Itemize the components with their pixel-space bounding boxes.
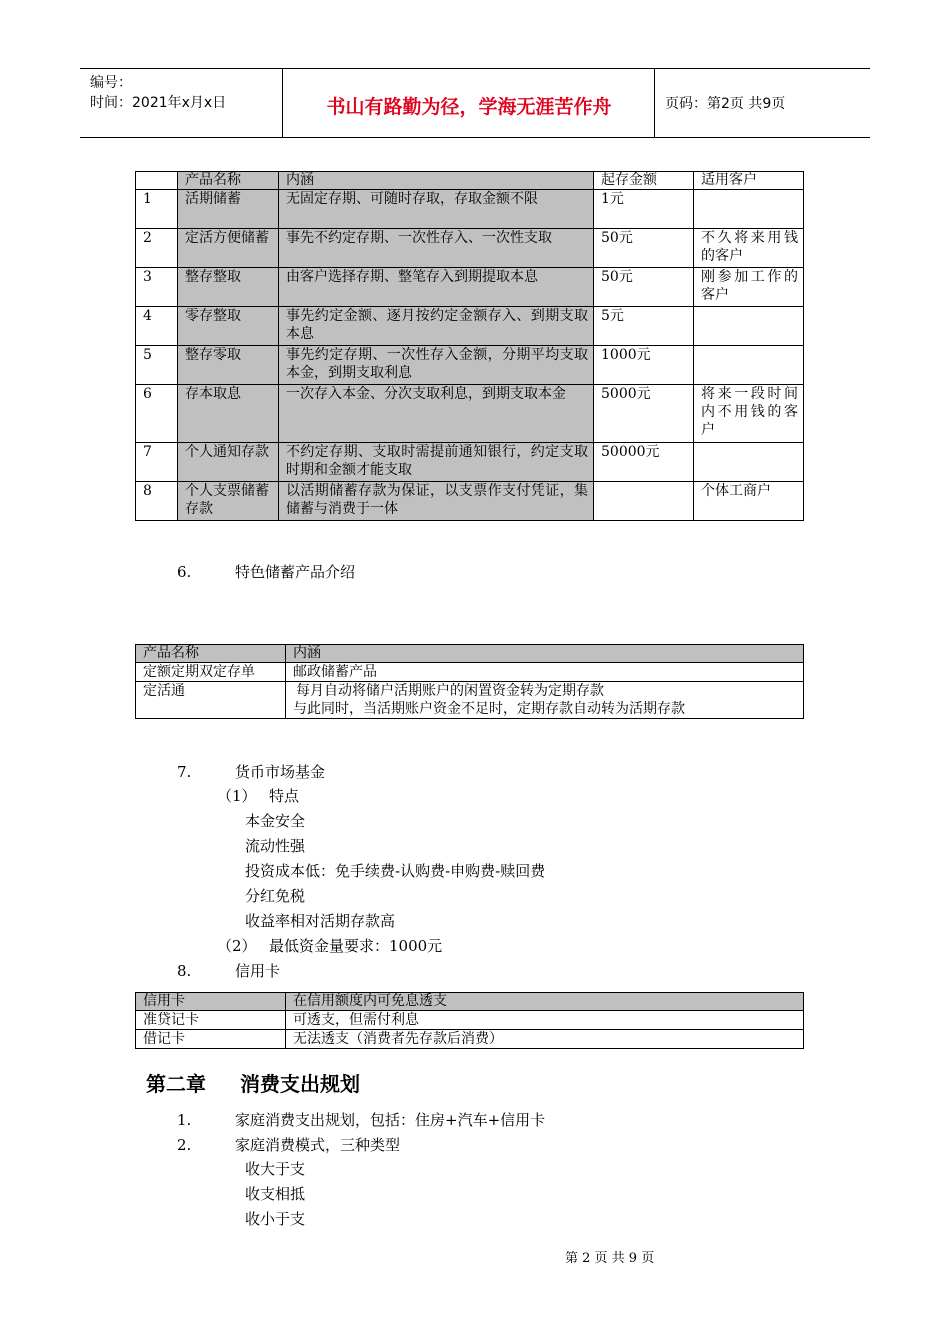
- table-cell: 50000元: [594, 443, 694, 482]
- table-row: [136, 482, 804, 521]
- list-item: [211, 910, 395, 931]
- section-8-heading: [177, 960, 280, 981]
- table-cell: 定活方便储蓄: [178, 229, 279, 268]
- table-cell: 2: [136, 229, 178, 268]
- subsection-title: 最低资金量要求：1000元: [269, 937, 443, 955]
- list-item: [211, 1158, 305, 1179]
- table-row: [136, 1030, 804, 1049]
- table-cell-line: 每月自动将储户活期账户的闲置资金转为定期存款: [296, 683, 604, 699]
- card-types-table: [135, 992, 804, 1049]
- table-row: [136, 307, 804, 346]
- chapter-heading: [146, 1068, 360, 1097]
- section-6-heading: [177, 561, 355, 582]
- table-header-row: [136, 993, 804, 1011]
- list-item-text: 投资成本低：免手续费-认购费-申购费-赎回费: [245, 862, 546, 880]
- table-header-cell: 起存金额: [594, 172, 694, 190]
- table-cell: 事先约定金额、逐月按约定金额存入、到期支取本息: [279, 307, 594, 346]
- table-cell: 50元: [594, 229, 694, 268]
- table-cell: 在信用额度内可免息透支: [286, 993, 804, 1011]
- table-header-cell: 产品名称: [136, 645, 286, 663]
- table-cell: [694, 443, 804, 482]
- table-row: [136, 385, 804, 443]
- table-cell: 整存零取: [178, 346, 279, 385]
- table-cell: 50元: [594, 268, 694, 307]
- table-cell: 将来一段时间内不用钱的客户: [694, 385, 804, 443]
- table-header-cell: 适用客户: [694, 172, 804, 190]
- table-row: [136, 663, 804, 682]
- table-cell: 由客户选择存期、整笔存入到期提取本息: [279, 268, 594, 307]
- section-title: 货币市场基金: [235, 763, 326, 781]
- table-row: [136, 346, 804, 385]
- table-cell: 事先不约定存期、一次性存入、一次性支取: [279, 229, 594, 268]
- featured-products-table: [135, 644, 804, 719]
- table-cell: [694, 346, 804, 385]
- table-header-cell: 产品名称: [178, 172, 279, 190]
- header-meta: [90, 73, 226, 113]
- table-cell: 借记卡: [136, 1030, 286, 1049]
- section-number: 8.: [177, 962, 192, 980]
- table-header-cell: 内涵: [286, 645, 804, 663]
- table-cell: 6: [136, 385, 178, 443]
- section-title: 信用卡: [235, 962, 281, 980]
- list-item-text: 收大于支: [245, 1160, 306, 1178]
- table-cell: 事先约定存期、一次性存入金额，分期平均支取本金，到期支取利息: [279, 346, 594, 385]
- table-cell: 刚参加工作的客户: [694, 268, 804, 307]
- table-cell: 5000元: [594, 385, 694, 443]
- table-cell: [694, 307, 804, 346]
- numbered-item: [177, 1109, 545, 1130]
- table-cell: 1000元: [594, 346, 694, 385]
- list-item: [211, 1208, 305, 1229]
- table-cell: 整存整取: [178, 268, 279, 307]
- list-item: [211, 885, 305, 906]
- table-cell: [286, 682, 804, 719]
- list-item: [211, 810, 305, 831]
- list-item: [211, 860, 545, 881]
- table-cell: 可透支，但需付利息: [286, 1011, 804, 1030]
- table-cell: 个人支票储蓄存款: [178, 482, 279, 521]
- item-text: 家庭消费支出规划，包括：住房+汽车+信用卡: [235, 1111, 546, 1129]
- header-motto: 书山有路勤为径，学海无涯苦作舟: [326, 96, 612, 118]
- section-7-heading: [177, 761, 325, 782]
- list-item: [211, 1183, 305, 1204]
- savings-products-table: [135, 171, 804, 521]
- table-cell: 个人通知存款: [178, 443, 279, 482]
- section-number: 6.: [177, 563, 192, 581]
- table-cell: 8: [136, 482, 178, 521]
- table-row: [136, 229, 804, 268]
- list-item-text: 收支相抵: [245, 1185, 306, 1203]
- table-cell: 4: [136, 307, 178, 346]
- subsection-title: 特点: [269, 787, 300, 805]
- subsection-number: （1）: [217, 787, 257, 805]
- item-text: 家庭消费模式，三种类型: [235, 1136, 401, 1154]
- table-cell: 邮政储蓄产品: [286, 663, 804, 682]
- table-cell: 一次存入本金、分次支取利息，到期支取本金: [279, 385, 594, 443]
- table-cell: 5: [136, 346, 178, 385]
- list-item-text: 本金安全: [245, 812, 306, 830]
- table-cell: 3: [136, 268, 178, 307]
- table-cell: [594, 482, 694, 521]
- table-row: [136, 682, 804, 719]
- table-cell: 定额定期双定存单: [136, 663, 286, 682]
- table-row: [136, 1011, 804, 1030]
- date-label: 时间：2021年x月x日: [90, 95, 227, 111]
- list-item-text: 收益率相对活期存款高: [245, 912, 396, 930]
- table-cell: 定活通: [136, 682, 286, 719]
- list-item-text: 流动性强: [245, 837, 306, 855]
- table-cell: 不约定存期、支取时需提前通知银行，约定支取时期和金额才能支取: [279, 443, 594, 482]
- list-item-text: 收小于支: [245, 1210, 306, 1228]
- subsection-number: （2）: [217, 937, 257, 955]
- table-cell-line: 与此同时，当活期账户资金不足时，定期存款自动转为活期存款: [293, 701, 685, 717]
- table-cell: 无法透支（消费者先存款后消费）: [286, 1030, 804, 1049]
- header-page-number: 页码：第2页 共9页: [665, 96, 786, 112]
- table-cell: 1元: [594, 190, 694, 229]
- table-cell: 准贷记卡: [136, 1011, 286, 1030]
- table-header-cell: [136, 172, 178, 190]
- numbered-item: [177, 1134, 400, 1155]
- chapter-title: 消费支出规划: [240, 1072, 360, 1096]
- table-cell: 活期储蓄: [178, 190, 279, 229]
- table-cell: 以活期储蓄存款为保证，以支票作支付凭证，集储蓄与消费于一体: [279, 482, 594, 521]
- document-header: [80, 68, 870, 138]
- table-cell: 不久将来用钱的客户: [694, 229, 804, 268]
- subsection-heading: [217, 785, 299, 806]
- item-number: 1.: [177, 1111, 192, 1129]
- table-header-cell: 内涵: [279, 172, 594, 190]
- number-label: 编号：: [90, 75, 132, 91]
- chapter-label: 第二章: [146, 1072, 206, 1096]
- table-cell: 零存整取: [178, 307, 279, 346]
- table-cell: 信用卡: [136, 993, 286, 1011]
- table-row: [136, 268, 804, 307]
- subsection-heading: [217, 935, 442, 956]
- list-item-text: 分红免税: [245, 887, 306, 905]
- table-cell: 存本取息: [178, 385, 279, 443]
- table-row: [136, 190, 804, 229]
- table-cell: 无固定存期、可随时存取，存取金额不限: [279, 190, 594, 229]
- section-title: 特色储蓄产品介绍: [235, 563, 356, 581]
- table-header-row: [136, 645, 804, 663]
- section-number: 7.: [177, 763, 192, 781]
- table-cell: 个体工商户: [694, 482, 804, 521]
- page-footer: 第 2 页 共 9 页: [565, 1251, 655, 1266]
- table-cell: 5元: [594, 307, 694, 346]
- table-cell: [694, 190, 804, 229]
- item-number: 2.: [177, 1136, 192, 1154]
- table-row: [136, 443, 804, 482]
- table-header-row: [136, 172, 804, 190]
- list-item: [211, 835, 305, 856]
- table-cell: 1: [136, 190, 178, 229]
- table-cell: 7: [136, 443, 178, 482]
